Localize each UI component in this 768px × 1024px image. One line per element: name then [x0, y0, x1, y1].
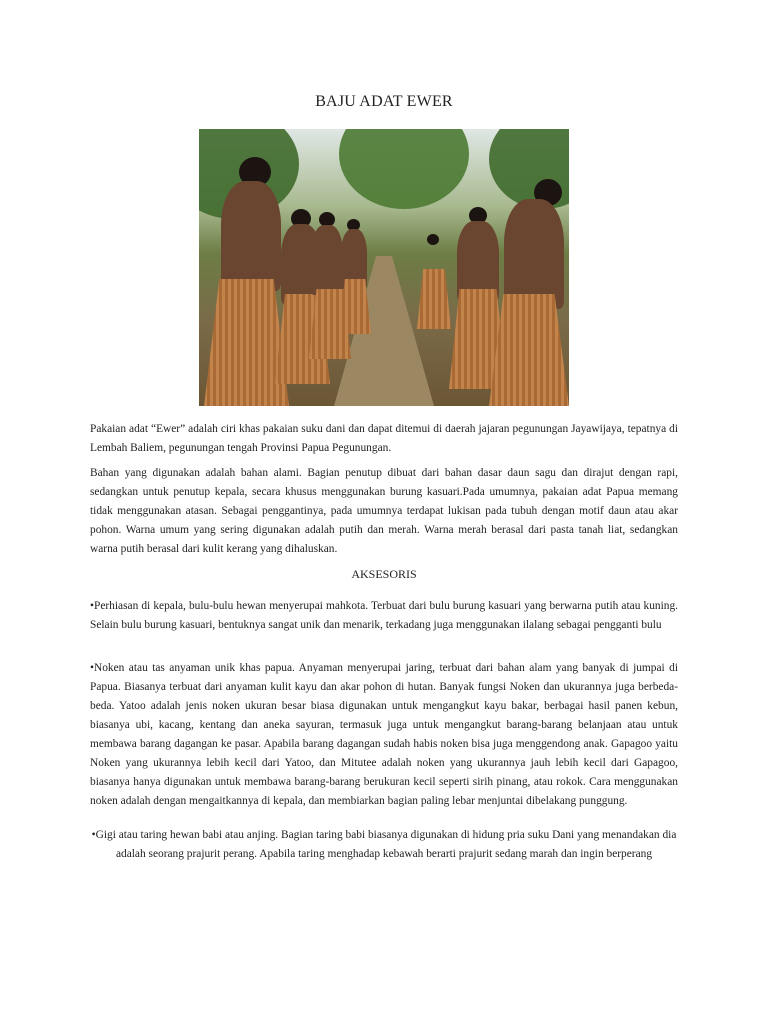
- dancer-body: [311, 225, 343, 295]
- grass-skirt: [417, 269, 451, 329]
- dancer-head: [427, 234, 439, 245]
- intro-paragraph: Pakaian adat “Ewer” adalah ciri khas pakaian suku dani dan dapat ditemui di daerah jajaran pegunungan Jayawijaya, tepatnya di Lembah Baliem, pegunungan tengah Provinsi Papua Pegunungan.: [90, 423, 678, 454]
- materials-paragraph: Bahan yang digunakan adalah bahan alami. Bagian penutup dibuat dari bahan dasar daun sagu dan dirajut dengan rapi, sedangkan untuk penutup kepala, secara khusus menggunakan burung kasuari.Pada umumnya, pakaian adat Papua memang tidak menggunakan atasan. Sebagai penggantinya, pada umumnya terdapat lukisan pada tubuh dengan motif daun atau akar pohon. Warna umum yang sering digunakan adalah putih dan merah. Warna merah berasal dari pasta tanah liat, sedangkan warna putih berasal dari kulit kerang yang dihaluskan.: [90, 467, 678, 555]
- accessory-item: •Gigi atau taring hewan babi atau anjing. Bagian taring babi biasanya digunakan di hidung pria suku Dani yang menandakan dia adalah seorang prajurit perang. Apabila taring menghadap kebawah berarti prajurit sedang marah dan ingin berperang: [91, 829, 677, 860]
- accessory-item: •Perhiasan di kepala, bulu-bulu hewan menyerupai mahkota. Terbuat dari bulu burung kasuari yang berwarna putih atau kuning. Selain bulu burung kasuari, bentuknya sangat unik dan menarik, terkadang juga menggunakan ilalang sebagai pengganti bulu: [90, 600, 678, 631]
- ewer-costume-photo: [199, 129, 569, 406]
- dancer-body: [504, 199, 564, 309]
- accessory-item: •Noken atau tas anyaman unik khas papua. Anyaman menyerupai jaring, terbuat dari bahan alam yang banyak di jumpai di Papua. Biasanya terbuat dari anyaman kulit kayu dan akar pohon di hutan. Banyak fungsi Noken dan ukurannya juga berbeda-beda. Yatoo adalah jenis noken ukuran besar biasa digunakan untuk mengangkut kayu bakar, berbagai hasil panen kebun, biasanya ubi, kacang, kentang dan aneka sayuran, termasuk juga untuk mengangkut barang-barang belanjaan atau untuk membawa barang dagangan ke pasar. Apabila barang dagangan sudah habis noken bisa juga menggendong anak. Gapagoo yaitu Noken yang ukurannya lebih kecil dari Yatoo, dan Mitutee adalah noken yang ukurannya jauh lebih kecil dari Gapagoo, biasanya hanya digunakan untuk membawa barang-barang berukuran kecil seperti sirih pinang, atau rokok. Cara menggunakan noken adalah dengan mengaitkannya di kepala, dan membiarkan bagian paling lebar menjuntai dibelakang punggung.: [90, 662, 678, 807]
- section-heading-aksesoris: AKSESORIS: [351, 567, 417, 581]
- tree-foliage-center: [339, 129, 469, 209]
- dancer-body: [221, 181, 281, 291]
- document-title: BAJU ADAT EWER: [315, 93, 453, 110]
- grass-skirt: [204, 279, 289, 406]
- grass-skirt: [489, 294, 569, 406]
